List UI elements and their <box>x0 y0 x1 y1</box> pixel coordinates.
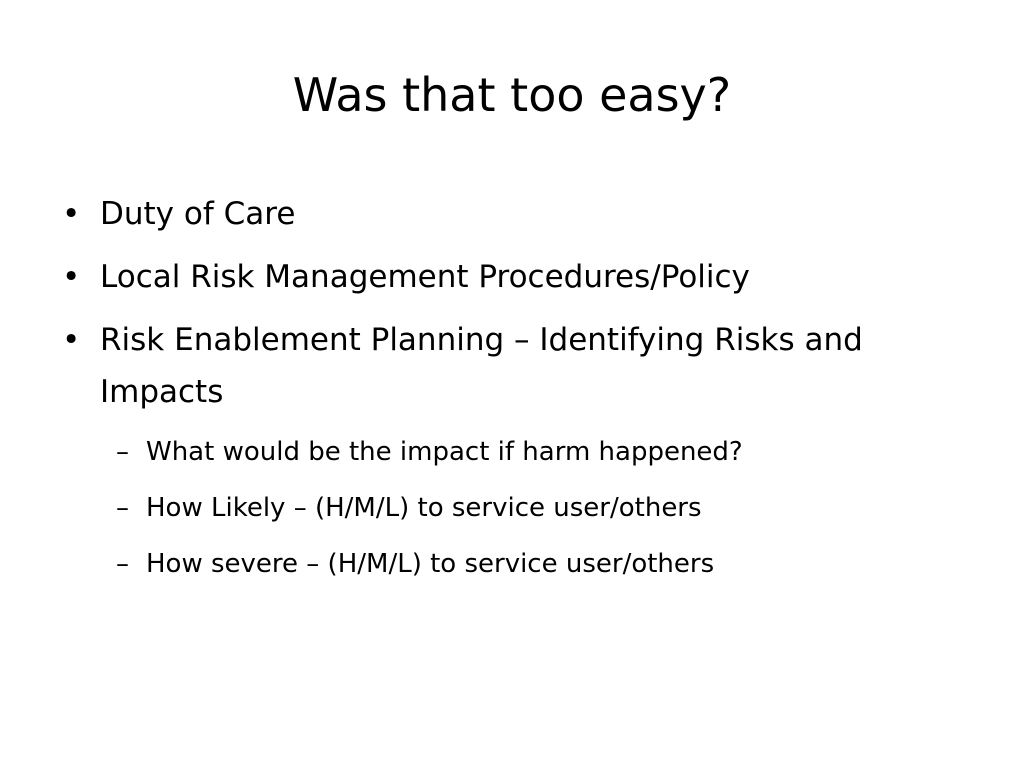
sub-bullet-text: How Likely – (H/M/L) to service user/others <box>146 493 702 523</box>
bullet-text: Risk Enablement Planning – Identifying Risks and Impacts <box>100 322 863 410</box>
sub-bullet-text: How severe – (H/M/L) to service user/others <box>146 549 715 579</box>
bullet-item <box>60 314 960 418</box>
bullet-text: Local Risk Management Procedures/Policy <box>100 259 750 295</box>
sub-bullet-item <box>60 541 960 587</box>
sub-bullet-marker: – <box>116 437 129 467</box>
bullet-item <box>60 188 960 240</box>
sub-bullet-marker: – <box>116 493 129 523</box>
bullet-marker: • <box>62 259 81 295</box>
sub-bullet-marker: – <box>116 549 129 579</box>
sub-bullet-item <box>60 485 960 531</box>
bullet-marker: • <box>62 196 81 232</box>
sub-bullet-item <box>60 429 960 475</box>
slide-content <box>60 188 960 597</box>
bullet-text: Duty of Care <box>100 196 296 232</box>
bullet-marker: • <box>62 322 81 358</box>
sub-bullet-text: What would be the impact if harm happened? <box>146 437 743 467</box>
slide-title: Was that too easy? <box>292 68 732 122</box>
bullet-item <box>60 251 960 303</box>
